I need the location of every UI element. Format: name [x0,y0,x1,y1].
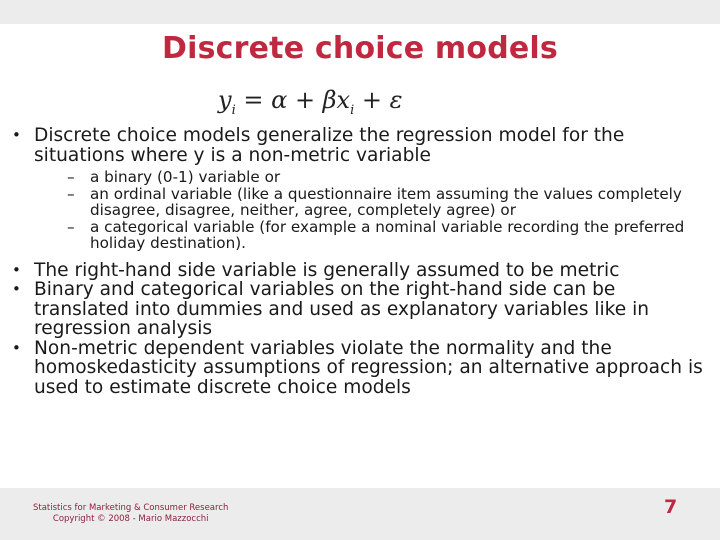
footer-line-2: Copyright © 2008 - Mario Mazzocchi [52,514,209,524]
formula-end: + ε [354,86,403,114]
slide-title: Discrete choice models [162,31,558,66]
bullet-item: • Non-metric dependent variables violate the normality and the homoskedasticity assumptions of regression; an alternative approach is used to estimate discrete choice models [10,339,716,398]
sub-bullet-item: – a categorical variable (for example a nominal variable recording the preferred holiday destination). [34,219,716,252]
bullet-item: • The right-hand side variable is generally assumed to be metric [10,261,716,281]
bullet-item [10,126,716,252]
sub-bullet-item: – a binary (0-1) variable or [34,169,716,186]
sub-bullet-item: – an ordinal variable (like a questionnaire item assuming the values completely disagree, disagree, neither, agree, completely agree) or [34,186,716,219]
bullet-text: Discrete choice models generalize the regression model for the situations where y is a non-metric variable [34,125,625,166]
formula-y: y [218,86,232,114]
bullet-list [10,126,716,397]
footer-line-1: Statistics for Marketing & Consumer Research [33,503,229,513]
top-band [0,0,720,24]
slide-body [10,126,716,397]
page-number: 7 [664,496,678,518]
formula-subscript-2: i [350,102,355,118]
slide-footer [33,503,228,525]
bullet-item: • Binary and categorical variables on the right-hand side can be translated into dummies and used as explanatory variables like in regression analysis [10,280,716,339]
regression-formula [218,86,403,118]
sub-bullet-list [34,169,716,252]
formula-subscript-1: i [231,102,236,118]
formula-middle: = α + βx [235,86,351,114]
